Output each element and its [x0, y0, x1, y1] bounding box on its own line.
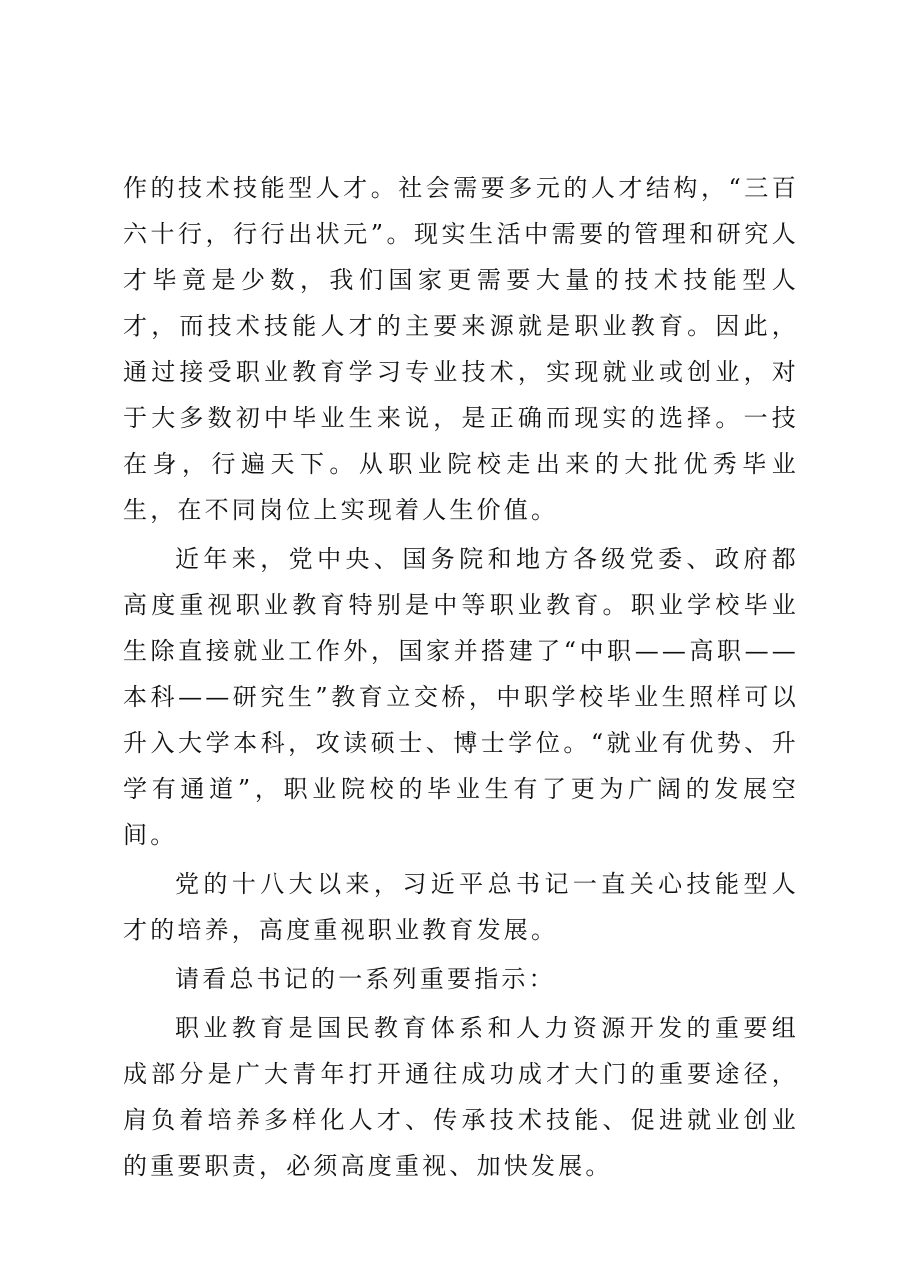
- paragraph-instructions-intro: 请看总书记的一系列重要指示：: [175, 965, 556, 993]
- document-body: [123, 165, 799, 1189]
- paragraph-continuation: 作的技术技能型人才。社会需要多元的人才结构，“三百六十行，行行出状元”。现实生活中需要的管理和研究人才毕竟是少数，我们国家更需要大量的技术技能型人才，而技术技能人才的主要来源就是职业教育。因此，通过接受职业教育学习专业技术，实现就业或创业，对于大多数初中毕业生来说，是正确而现实的选择。一技在身，行遍天下。从职业院校走出来的大批优秀毕业生，在不同岗位上实现着人生价值。: [123, 174, 799, 524]
- paragraph-government-emphasis: 近年来，党中央、国务院和地方各级党委、政府都高度重视职业教育特别是中等职业教育。职业学校毕业生除直接就业工作外，国家并搭建了“中职——高职——本科——研究生”教育立交桥，中职学校毕业生照样可以升入大学本科，攻读硕士、博士学位。“就业有优势、升学有通道”，职业院校的毕业生有了更为广阔的发展空间。: [123, 545, 799, 849]
- paragraph-vocational-education-role: 职业教育是国民教育体系和人力资源开发的重要组成部分是广大青年打开通往成功成才大门的重要途径，肩负着培养多样化人才、传承技术技能、促进就业创业的重要职责，必须高度重视、加快发展。: [123, 1014, 799, 1180]
- paragraph-eighteenth-congress: 党的十八大以来，习近平总书记一直关心技能型人才的培养，高度重视职业教育发展。: [123, 870, 799, 944]
